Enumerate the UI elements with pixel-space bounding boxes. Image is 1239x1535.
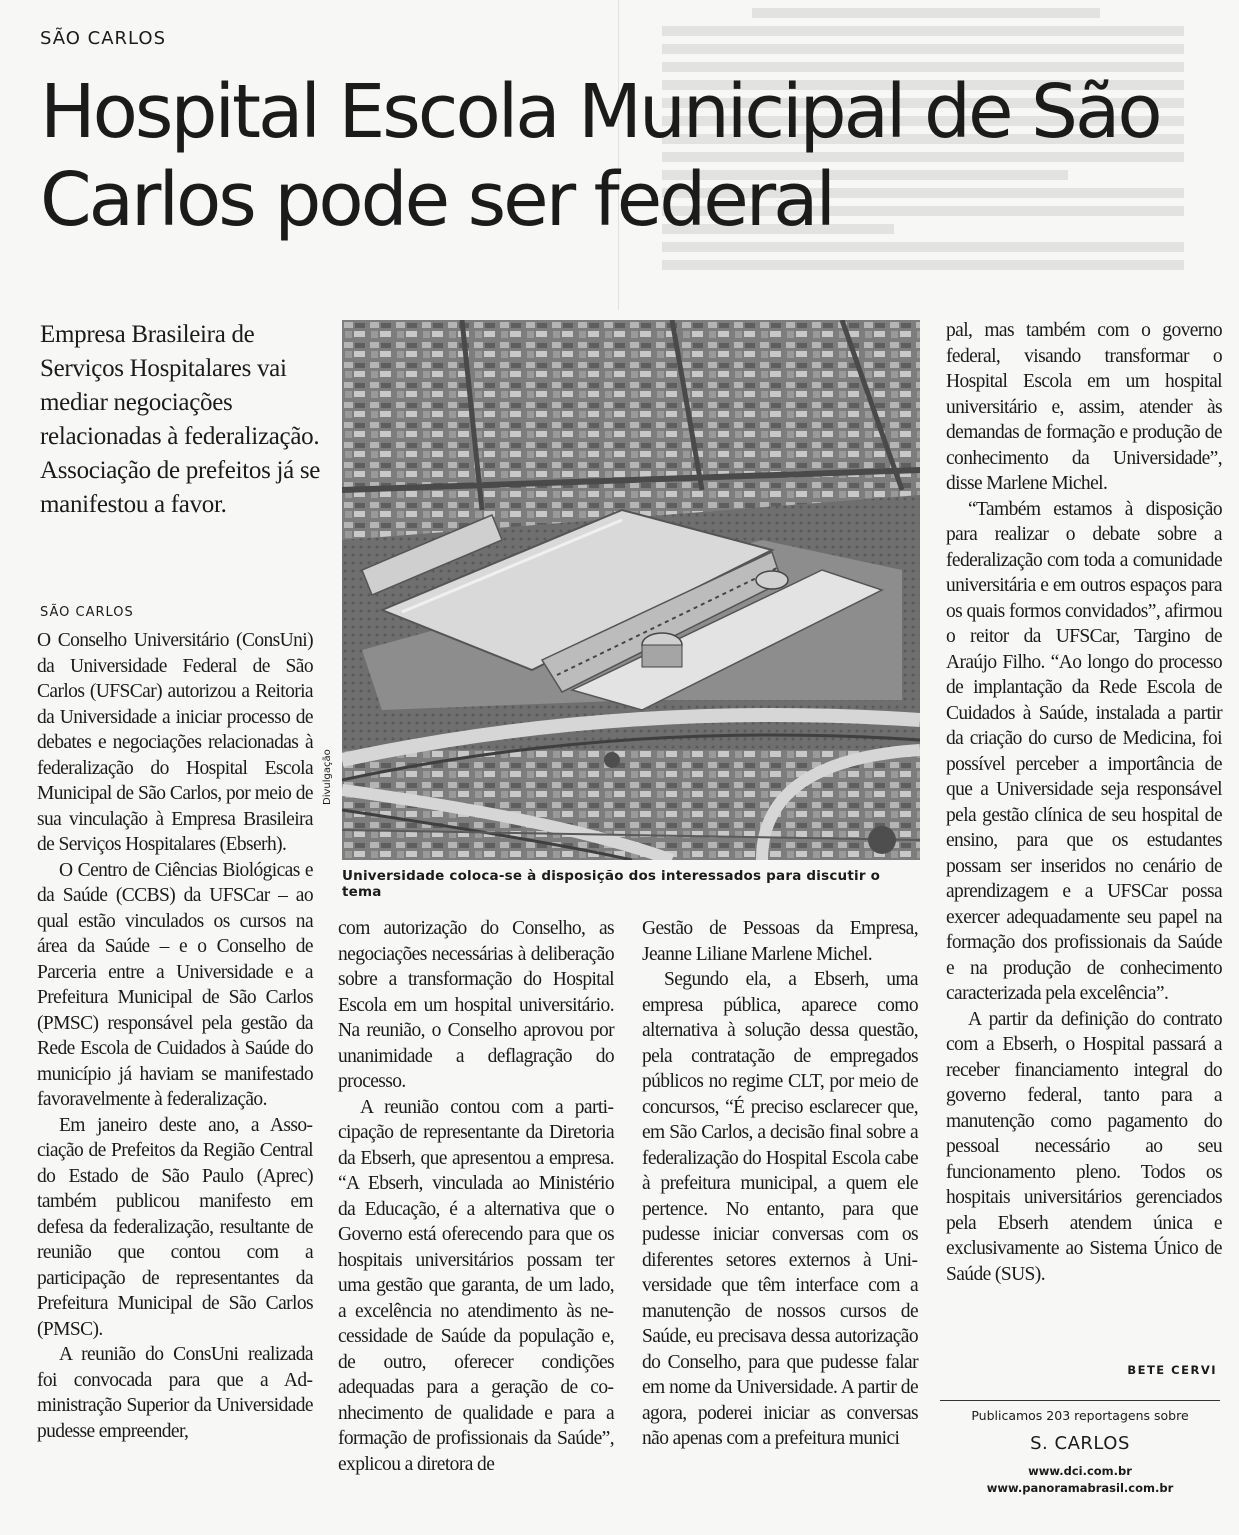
promo-url-panorama[interactable]: www.panoramabrasil.com.br [986, 1481, 1174, 1495]
paragraph: pal, mas também com o governo federal, visando transformar o Hospital Escola em um hospital universitário e, assim, atender às demandas de formação e produção de conhecimento da Universidade”, disse Marlene Michel. [946, 320, 1222, 494]
paragraph: A reunião do ConsUni realizada foi convocada para que a Administração Superior da Universidade pudesse empreender, [37, 1344, 313, 1442]
paragraph: Segundo ela, a Ebserh, uma empresa pública, aparece como alternativa à solução dessa questão, pela contratação de empregados públicos no regime CLT, por meio de concursos, “É preciso esclarecer que, em São Carlos, a decisão final sobre a federalização do Hospital Escola cabe à prefeitura municipal, a quem ele pertence. No entanto, para que pudesse iniciar conversas com os diferentes setores externos à Universidade que têm interface com a manutenção de nossos cursos de Saúde, eu precisava dessa autorização do Conselho, para que pudesse falar em nome da Universidade. A partir de agora, poderei iniciar as conversas não apenas com a prefeitura munici [642, 969, 918, 1449]
byline: BETE CERVI [1127, 1363, 1217, 1377]
paragraph: A partir da definição do contrato com a Ebserh, o Hospital passará a receber financiamento integral do governo federal, tanto para a manutenção como pagamento do pessoal necessário ao seu funcionamento pleno. Todos os hospitais universitários gerenciados pela Ebserh atendem única e exclusivamente ao Sistema Único de Saúde (SUS). [946, 1008, 1222, 1285]
deck-subheadline: Empresa Brasileira de Serviços Hospitalares vai mediar negociações relacionadas à federalização. Associação de prefeitos já se manifestou a favor. [40, 321, 321, 518]
aerial-photo [342, 320, 920, 860]
photo-credit: Divulgação [322, 749, 333, 805]
body-column-1 [37, 628, 313, 1444]
headline: Hospital Escola Municipal de São Carlos pode ser federal [40, 69, 1160, 243]
paragraph: com autorização do Conselho, as negociações necessárias à deliberação sobre a transformação do Hospital Escola em um hospital universitário. Na reunião, o Conselho aprovou por unanimidade a deflagração do processo. [338, 918, 614, 1092]
paragraph: O Centro de Ciências Biológicas e da Saúde (CCBS) da UFSCar – ao qual estão vinculados os cursos na área da Saúde – e o Conselho de Parceria entre a Universidade e a Prefeitura Municipal de São Carlos (PMSC) responsável pela gestão da Rede Escola de Cuidados à Saúde do município já haviam se manifestado favoravelmente à federalização. [37, 859, 313, 1110]
promo-url-dci[interactable]: www.dci.com.br [1028, 1464, 1132, 1478]
paragraph: “Também estamos à disposição para realizar o debate sobre a federalização com toda a comunidade universitária e em outros espaços para os quais formos convidados”, afirmou o reitor da UFSCar, Targino de Araújo Filho. “Ao longo do processo de implantação da Rede Escola de Cuidados à Saúde, instalada a partir da criação do curso de Medicina, foi possível perceber a importância de que a Universidade seja responsável pela gestão clínica de seu hospital de ensino, para que os estudantes possam ser inseridos no cenário de aprendizagem e a UFSCar possa exercer adequadamente seu papel na formação dos profissionais da Saúde e na produção de conhecimento caracterizada pela excelência”. [946, 498, 1222, 1004]
promo-text: Publicamos 203 reportagens sobre [971, 1408, 1189, 1423]
paragraph: O Conselho Universitário (ConsUni) da Universidade Federal de São Carlos (UFSCar) autorizou a Reitoria da Universidade a iniciar processo de debates e negociações relacionadas à federalização do Hospital Escola Municipal de São Carlos, por meio de sua vinculação à Empresa Brasileira de Serviços Hospitalares (Ebserh). [37, 630, 313, 855]
body-column-4 [946, 318, 1222, 1287]
photo-caption: Universidade coloca-se à disposição dos interessados para discutir o tema [342, 868, 881, 900]
paragraph: Gestão de Pessoas da Empresa, Jeanne Liliane Marlene Michel. [642, 918, 918, 965]
body-column-2 [338, 916, 614, 1477]
body-column-3 [642, 916, 918, 1452]
paragraph: A reunião contou com a participação de representante da Diretoria da Ebserh, que apresentou a empresa. “A Ebserh, vinculada ao Ministério da Educação, é a alternativa que o Governo está oferecendo para que os hospitais universitários possam ter uma gestão que garanta, de um lado, a excelência no atendimento às necessidade de Saúde da população e, de outro, oferecer condições adequadas para a geração de conhecimento de qualidade e para a formação de profissionais da Saúde”, explicou a diretora de [338, 1096, 614, 1475]
promo-city: S. CARLOS [1030, 1433, 1130, 1454]
paragraph: Em janeiro deste ano, a Associação de Prefeitos da Região Central do Estado de São Paulo (Aprec) também publicou manifesto em defesa da federalização, resultante de reunião que contou com a participação de representantes da Prefeitura Municipal de São Carlos (PMSC). [37, 1114, 313, 1340]
promo-divider [940, 1400, 1220, 1401]
section-label: SÃO CARLOS [40, 28, 167, 49]
promo-box [940, 1408, 1220, 1495]
dateline: SÃO CARLOS [40, 605, 134, 620]
